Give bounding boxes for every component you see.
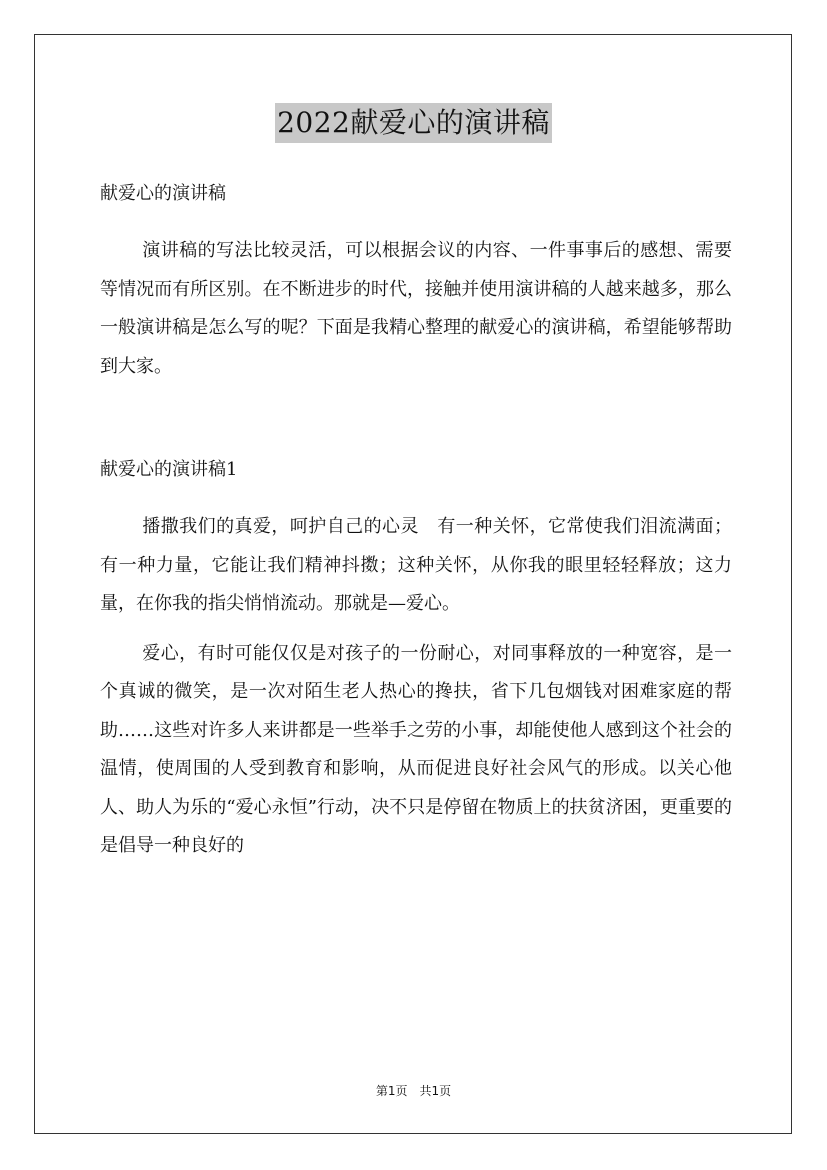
document-title: 2022献爱心的演讲稿 (275, 103, 552, 143)
document-body (100, 176, 732, 866)
page-footer: 第1页 共1页 (375, 1084, 452, 1098)
body-paragraph: 播撒我们的真爱，呵护自己的心灵 有一种关怀，它常使我们泪流满面；有一种力量，它能让我们精神抖擞；这种关怀，从你我的眼里轻轻释放；这力量，在你我的指尖悄悄流动。那就是—爱心。 (100, 516, 732, 614)
speech-1-heading: 献爱心的演讲稿1 (100, 459, 238, 480)
intro-paragraph: 演讲稿的写法比较灵活，可以根据会议的内容、一件事事后的感想、需要等情况而有所区别。在不断进步的时代，接触并使用演讲稿的人越来越多，那么一般演讲稿是怎么写的呢？下面是我精心整理的献爱心的演讲稿，希望能够帮助到大家。 (100, 240, 732, 377)
section-heading: 献爱心的演讲稿 (100, 183, 226, 204)
title-container (0, 103, 827, 143)
body-paragraph: 爱心，有时可能仅仅是对孩子的一份耐心，对同事释放的一种宽容，是一个真诚的微笑，是一次对陌生老人热心的搀扶，省下几包烟钱对困难家庭的帮助……这些对许多人来讲都是一些举手之劳的小事，却能使他人感到这个社会的温情，使周围的人受到教育和影响，从而促进良好社会风气的形成。以关心他人、助人为乐的“爱心永恒”行动，决不只是停留在物质上的扶贫济困，更重要的是倡导一种良好的 (100, 642, 732, 856)
